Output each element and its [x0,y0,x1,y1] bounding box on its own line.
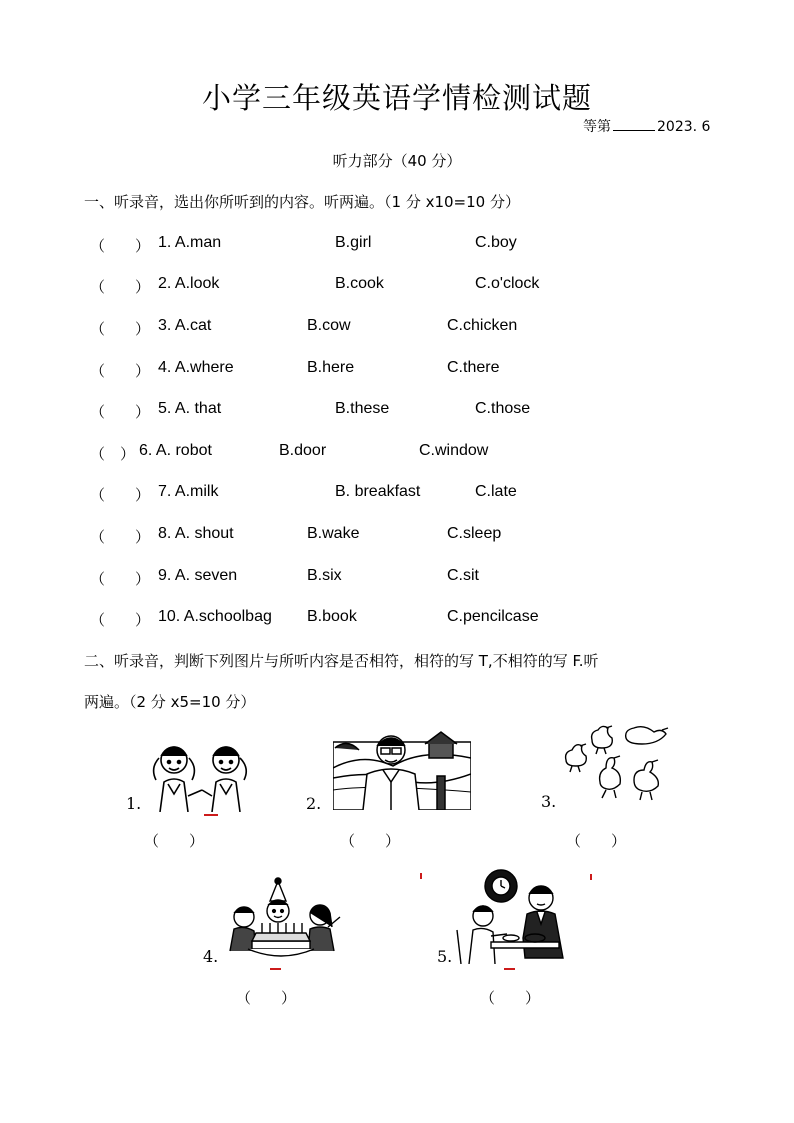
answer-paren[interactable]: （ ） [90,570,151,588]
option-a: 10. A.schoolbag [158,608,272,625]
part2-heading-line1: 二、听录音，判断下列图片与所听内容是否相符，相符的写 T,不相符的写 F.听 [84,652,599,670]
exam-date: 2023. 6 [657,119,711,135]
grade-date-line [583,116,710,136]
answer-paren[interactable]: （ ） [90,528,151,546]
answer-paren[interactable]: （ ） [90,278,151,296]
picture-number: 2. [306,794,322,813]
answer-paren[interactable]: （ ） [90,611,151,629]
option-b: B.girl [335,234,372,251]
ducks-illustration [562,722,670,802]
option-c: C.sleep [447,525,502,542]
option-b: B.cow [307,317,351,334]
section-title: 听力部分（40 分） [332,152,462,170]
red-mark [504,968,515,970]
option-c: C.chicken [447,317,518,334]
grade-blank[interactable] [613,118,655,131]
option-a: 4. A.where [158,359,234,376]
picture-answer-paren[interactable]: （ ） [480,989,541,1007]
option-b: B. breakfast [335,483,421,500]
two-girls-illustration [146,740,256,812]
answer-paren[interactable]: （ ） [90,362,151,380]
option-a: 6. A. robot [139,442,212,459]
breakfast-illustration [455,868,575,964]
red-mark [590,874,592,880]
red-mark [204,814,218,816]
part1-heading: 一、听录音，选出你所听到的内容。听两遍。（1 分 x10=10 分） [84,193,520,211]
option-a: 3. A.cat [158,317,212,334]
page-title: 小学三年级英语学情检测试题 [201,81,592,115]
picture-answer-paren[interactable]: （ ） [566,832,627,850]
answer-paren[interactable]: （ ） [90,445,136,463]
option-b: B.wake [307,525,360,542]
option-a: 9. A. seven [158,567,238,584]
answer-paren[interactable]: （ ） [90,237,151,255]
option-b: B.here [307,359,355,376]
option-c: C.window [419,442,489,459]
man-landscape-illustration [333,728,471,810]
option-b: B.these [335,400,390,417]
answer-paren[interactable]: （ ） [90,486,151,504]
picture-number: 4. [203,947,219,966]
answer-paren[interactable]: （ ） [90,320,151,338]
picture-answer-paren[interactable]: （ ） [144,832,205,850]
grade-label: 等第 [583,119,611,135]
red-mark [420,873,422,879]
option-b: B.book [307,608,357,625]
option-c: C.boy [475,234,517,251]
picture-answer-paren[interactable]: （ ） [236,989,297,1007]
option-c: C.those [475,400,531,417]
option-c: C.pencilcase [447,608,539,625]
option-c: C.o'clock [475,275,540,292]
picture-answer-paren[interactable]: （ ） [340,832,401,850]
part2-heading-line2: 两遍。（2 分 x5=10 分） [84,693,256,711]
option-b: B.six [307,567,342,584]
option-c: C.there [447,359,500,376]
red-mark [270,968,281,970]
option-b: B.door [279,442,327,459]
option-c: C.late [475,483,517,500]
picture-number: 3. [541,792,557,811]
option-b: B.cook [335,275,384,292]
option-a: 1. A.man [158,234,222,251]
option-a: 2. A.look [158,275,220,292]
option-a: 8. A. shout [158,525,234,542]
option-c: C.sit [447,567,479,584]
birthday-party-illustration [224,877,346,963]
picture-number: 1. [126,794,142,813]
picture-number: 5. [437,947,453,966]
option-a: 5. A. that [158,400,222,417]
answer-paren[interactable]: （ ） [90,403,151,421]
option-a: 7. A.milk [158,483,219,500]
